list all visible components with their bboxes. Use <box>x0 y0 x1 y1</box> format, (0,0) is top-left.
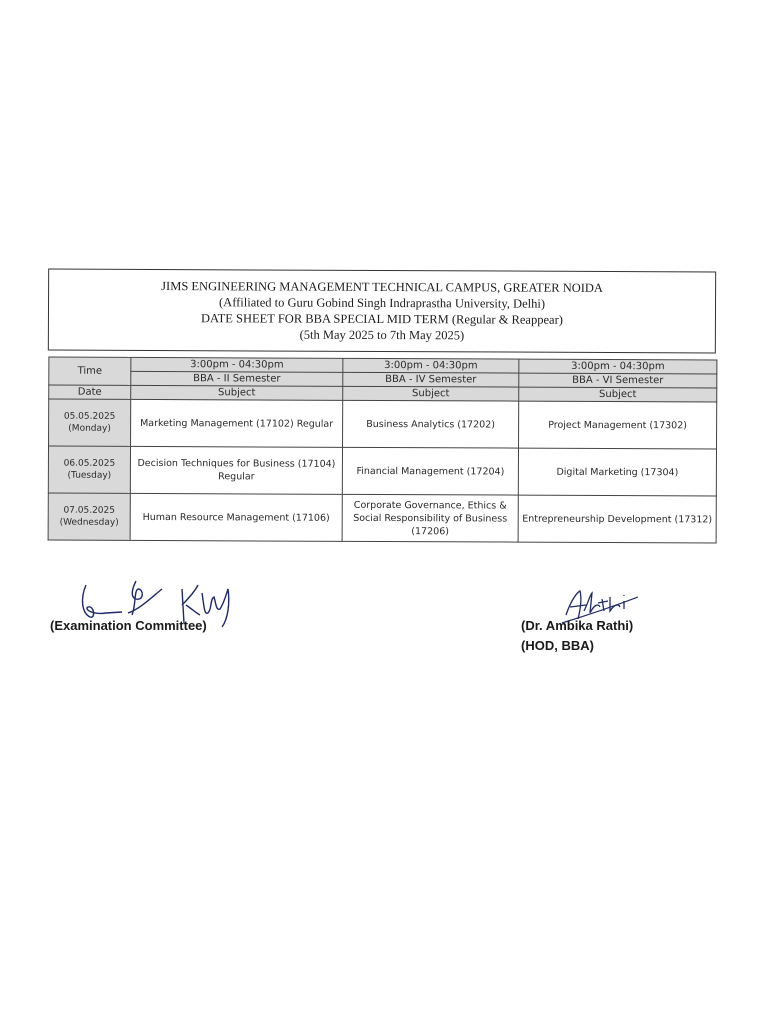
date-value: 07.05.2025 <box>63 505 116 516</box>
hod-role: (HOD, BBA) <box>521 638 594 653</box>
subject-header: Subject <box>131 385 343 400</box>
table-row <box>48 493 716 543</box>
subject-cell: Human Resource Management (17106) <box>130 493 342 541</box>
affiliation: (Affiliated to Guru Gobind Singh Indraprastha University, Delhi) <box>219 295 546 311</box>
subject-cell: Entrepreneurship Development (17312) <box>518 495 716 543</box>
day-value: (Monday) <box>68 423 111 434</box>
date-range: (5th May 2025 to 7th May 2025) <box>299 327 465 343</box>
subject-cell: Decision Techniques for Business (17104) Regular <box>130 446 342 494</box>
semester-cell-4: BBA - IV Semester <box>343 372 519 387</box>
date-value: 06.05.2025 <box>63 458 116 469</box>
subject-cell: Project Management (17302) <box>519 401 717 449</box>
time-cell-sem2: 3:00pm - 04:30pm <box>131 357 343 372</box>
date-sheet-table <box>48 357 718 544</box>
day-value: (Tuesday) <box>67 470 112 481</box>
time-cell-sem6: 3:00pm - 04:30pm <box>519 359 717 374</box>
time-cell-sem4: 3:00pm - 04:30pm <box>343 358 519 373</box>
day-value: (Wednesday) <box>59 517 119 528</box>
date-cell <box>48 493 130 540</box>
subject-cell: Marketing Management (17102) Regular <box>131 399 343 447</box>
institute-name: JIMS ENGINEERING MANAGEMENT TECHNICAL CAMPUS, GREATER NOIDA <box>161 279 604 295</box>
date-value: 05.05.2025 <box>63 411 116 422</box>
date-header: Date <box>49 385 131 399</box>
subject-cell: Corporate Governance, Ethics & Social Responsibility of Business (17206) <box>342 494 518 542</box>
document-header <box>48 269 716 354</box>
semester-cell-2: BBA - II Semester <box>131 371 343 386</box>
committee-label: (Examination Committee) <box>50 618 207 633</box>
subject-header: Subject <box>519 387 717 402</box>
subject-header: Subject <box>343 386 519 401</box>
subject-cell: Financial Management (17204) <box>342 447 518 495</box>
date-cell <box>49 399 131 446</box>
semester-cell-6: BBA - VI Semester <box>519 373 717 388</box>
table-row <box>48 446 716 496</box>
subject-cell: Digital Marketing (17304) <box>518 448 716 496</box>
table-row <box>49 399 717 449</box>
date-cell <box>48 446 130 493</box>
document-title: DATE SHEET FOR BBA SPECIAL MID TERM (Regular & Reappear) <box>200 311 563 327</box>
time-header: Time <box>49 357 131 385</box>
subject-cell: Business Analytics (17202) <box>343 400 519 448</box>
hod-name: (Dr. Ambika Rathi) <box>521 618 634 633</box>
